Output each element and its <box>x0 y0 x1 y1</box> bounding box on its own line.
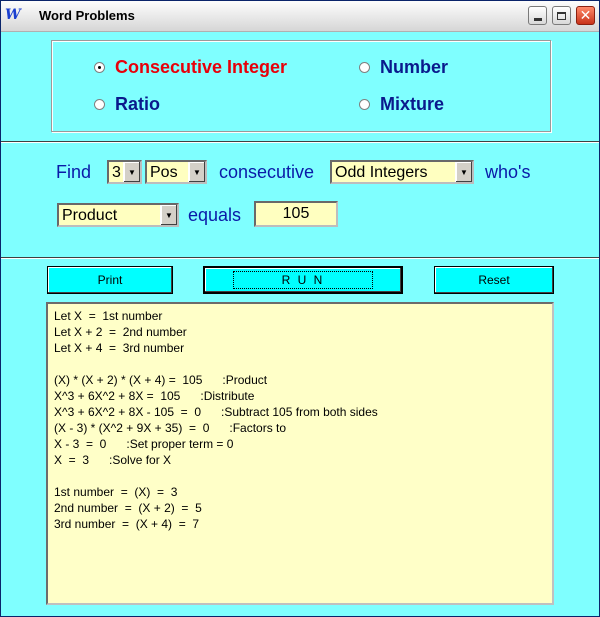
output-line: X - 3 = 0 :Set proper term = 0 <box>54 437 234 451</box>
find-label: Find <box>56 162 92 182</box>
maximize-button[interactable] <box>552 6 571 25</box>
dropdown-arrow-icon[interactable]: ▼ <box>160 205 177 225</box>
dropdown-arrow-icon[interactable]: ▼ <box>455 162 472 182</box>
operation-select[interactable] <box>57 203 179 227</box>
run-button-label: R U N <box>233 271 374 289</box>
radio-button-icon <box>359 99 370 110</box>
target-value-input[interactable]: 105 <box>254 201 338 227</box>
app-icon: W <box>5 7 21 23</box>
count-value: 3 <box>112 164 121 181</box>
output-line: Let X = 1st number <box>54 309 163 323</box>
output-line: X = 3 :Solve for X <box>54 453 172 467</box>
count-select[interactable] <box>107 160 142 184</box>
reset-button[interactable]: Reset <box>434 266 554 294</box>
radio-consecutive-integer[interactable] <box>94 57 287 78</box>
output-line: Let X + 4 = 3rd number <box>54 341 185 355</box>
radio-label: Number <box>380 57 449 77</box>
radio-label: Ratio <box>115 94 160 114</box>
output-line <box>54 356 546 372</box>
equals-label: equals <box>188 205 242 225</box>
radio-label: Mixture <box>380 94 445 114</box>
sign-select[interactable] <box>145 160 207 184</box>
output-line: Let X + 2 = 2nd number <box>54 325 187 339</box>
output-line: 3rd number = (X + 4) = 7 <box>54 517 200 531</box>
minimize-button[interactable] <box>528 6 547 25</box>
dropdown-arrow-icon[interactable]: ▼ <box>188 162 205 182</box>
divider <box>1 141 599 143</box>
sign-value: Pos <box>150 164 178 181</box>
maximize-icon <box>557 12 566 20</box>
integer-type-value: Odd Integers <box>335 164 428 181</box>
output-line: (X - 3) * (X^2 + 9X + 35) = 0 :Factors to <box>54 421 287 435</box>
output-line: 1st number = (X) = 3 <box>54 485 178 499</box>
close-button[interactable] <box>576 6 595 25</box>
problem-type-group <box>51 40 551 132</box>
radio-ratio[interactable] <box>94 94 160 115</box>
radio-label: Consecutive Integer <box>115 57 288 77</box>
print-button[interactable]: Print <box>47 266 173 294</box>
output-line: (X) * (X + 2) * (X + 4) = 105 :Product <box>54 373 268 387</box>
dropdown-arrow-icon[interactable]: ▼ <box>123 162 140 182</box>
run-button[interactable] <box>203 266 403 294</box>
output-line: 2nd number = (X + 2) = 5 <box>54 501 202 515</box>
radio-button-icon <box>94 62 105 73</box>
radio-button-icon <box>359 62 370 73</box>
title-bar[interactable] <box>1 1 599 32</box>
close-icon: ✕ <box>579 7 592 24</box>
radio-number[interactable] <box>359 57 448 78</box>
radio-button-icon <box>94 99 105 110</box>
divider <box>1 257 599 259</box>
output-line <box>54 468 546 484</box>
solution-output[interactable] <box>46 302 554 605</box>
operation-value: Product <box>62 207 118 224</box>
window-title: Word Problems <box>39 8 135 23</box>
radio-mixture[interactable] <box>359 94 444 115</box>
whos-label: who's <box>485 162 531 182</box>
output-line: X^3 + 6X^2 + 8X = 105 :Distribute <box>54 389 255 403</box>
minimize-icon <box>534 18 542 21</box>
output-line: X^3 + 6X^2 + 8X - 105 = 0 :Subtract 105 from both sides <box>54 405 378 419</box>
integer-type-select[interactable] <box>330 160 474 184</box>
consecutive-label: consecutive <box>219 162 315 182</box>
